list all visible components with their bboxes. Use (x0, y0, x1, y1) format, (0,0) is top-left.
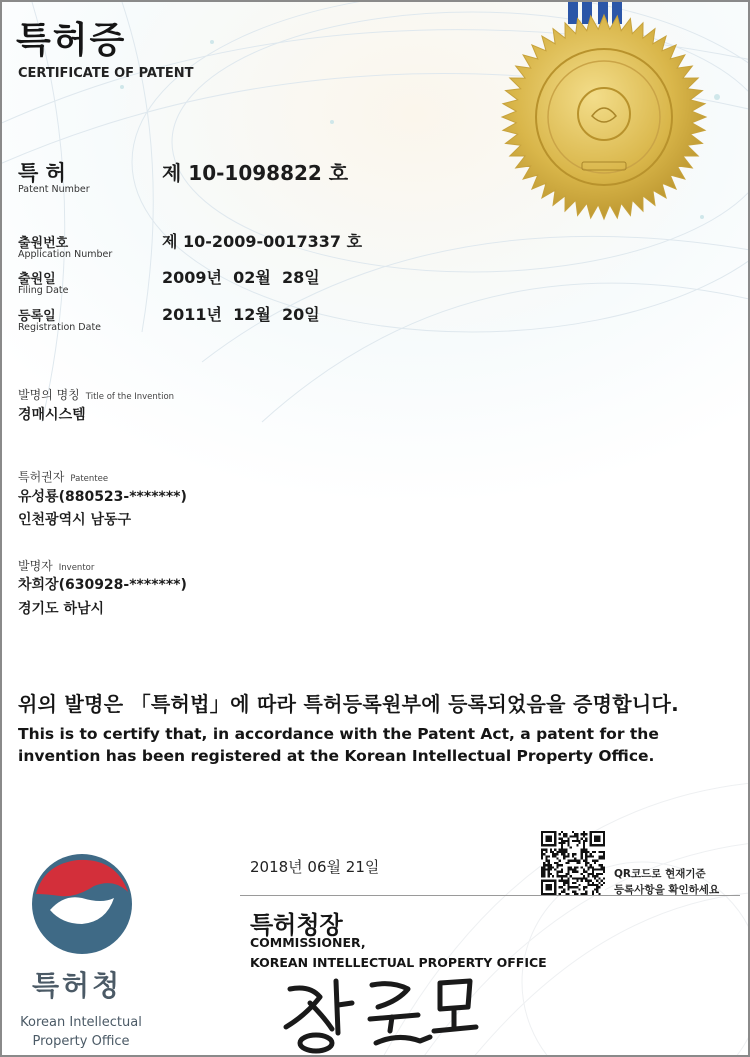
filing-date-label-ko: 출원일 (18, 272, 56, 287)
filing-date-value: 2009년 02월 28일 (162, 268, 320, 287)
patent-number-value: 제 10-1098822 호 (162, 161, 349, 185)
inventor-name: 차희장(630928-*******) (18, 577, 187, 593)
patentee-name: 유성룡(880523-*******) (18, 489, 187, 505)
invention-title-label-en: Title of the Invention (85, 392, 175, 402)
patent-number-label-en: Patent Number (18, 184, 90, 195)
kipo-logo-icon (30, 852, 134, 956)
certificate-title-en: CERTIFICATE OF PATENT (18, 66, 194, 81)
application-number-value: 제 10-2009-0017337 호 (162, 232, 363, 251)
qr-note (614, 866, 719, 898)
kipo-name-ko: 특허청 (32, 969, 123, 1002)
invention-title-label (18, 384, 174, 403)
qr-note-line-1: QR코드로 현재기준 (614, 868, 706, 880)
issue-date: 2018년 06월 21일 (250, 858, 380, 876)
certification-text-en: This is to certify that, in accordance with the Patent Act, a patent for the invention has been registered at the Korean Intellectual Property Office. (18, 725, 659, 765)
inventor-label-en: Inventor (58, 563, 95, 573)
registration-date-label-ko: 등록일 (18, 309, 56, 324)
qr-note-line-2: 등록사항을 확인하세요 (614, 884, 720, 896)
kipo-name-en-2: Property Office (32, 1034, 130, 1049)
patentee-address: 인천광역시 남동구 (18, 512, 132, 528)
commissioner-title-en-2: KOREAN INTELLECTUAL PROPERTY OFFICE (250, 955, 547, 970)
patent-number-label-ko: 특 허 (18, 161, 66, 185)
certificate-title-ko: 특허증 (16, 20, 127, 61)
registration-date-label-en: Registration Date (18, 322, 102, 333)
invention-title-value: 경매시스템 (18, 407, 86, 423)
application-number-label-en: Application Number (18, 249, 113, 260)
patentee-label-en: Patentee (70, 474, 109, 484)
patentee-label (18, 466, 108, 485)
gold-seal-icon (494, 12, 714, 222)
commissioner-title-en-1: COMMISSIONER, (250, 935, 366, 950)
inventor-label-ko: 발명자 (18, 559, 53, 573)
signature-icon (280, 967, 480, 1057)
kipo-name-en-1: Korean Intellectual (20, 1015, 142, 1030)
application-number-label-ko: 출원번호 (18, 236, 69, 251)
inventor-address: 경기도 하남시 (18, 601, 105, 617)
commissioner-title-ko: 특허청장 (250, 911, 343, 939)
certification-text-ko: 위의 발명은 「특허법」에 따라 특허등록원부에 등록되었음을 증명합니다. (18, 692, 680, 716)
inventor-label (18, 555, 94, 574)
filing-date-label-en: Filing Date (18, 285, 69, 296)
patentee-label-ko: 특허권자 (18, 470, 65, 484)
qr-code-icon (541, 831, 605, 895)
invention-title-label-ko: 발명의 명칭 (18, 388, 80, 402)
registration-date-value: 2011년 12월 20일 (162, 305, 320, 324)
